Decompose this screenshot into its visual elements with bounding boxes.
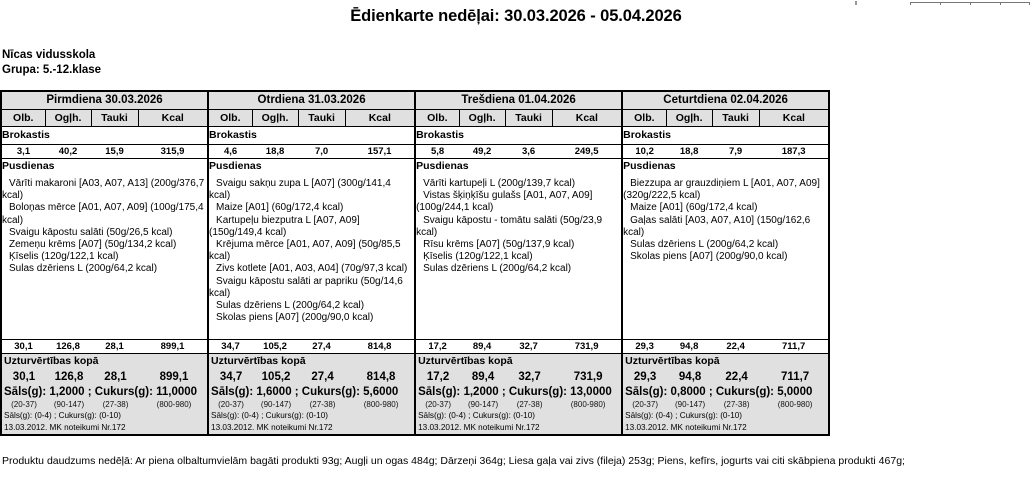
breakfast-label-0: Brokastis: [1, 127, 208, 145]
breakfast-value-1-3: 157,1: [345, 145, 415, 159]
lunch-label-0: Pusdienas: [2, 160, 55, 172]
lunch-value-3-0: 29,3: [622, 340, 666, 354]
lunch-value-2-3: 731,9: [552, 340, 622, 354]
breakfast-value-3-3: 187,3: [759, 145, 829, 159]
breakfast-value-0-3: 315,9: [138, 145, 208, 159]
lunch-value-0-3: 899,1: [138, 340, 208, 354]
dish-item: Zemeņu krēms [A07] (50g/134,2 kcal): [9, 239, 177, 251]
lunch-values-row: [1, 340, 829, 354]
lunch-value-0-2: 28,1: [91, 340, 138, 354]
lunch-value-0-1: 126,8: [45, 340, 91, 354]
nutrient-header-0-1: Ogļh.: [45, 110, 91, 127]
dish-list-0: [2, 178, 207, 276]
breakfast-value-1-1: 18,8: [252, 145, 298, 159]
salt-sugar-0: Sāls(g): 1,2000 ; Cukurs(g): 11,0000: [4, 386, 198, 398]
breakfast-value-1-0: 4,6: [208, 145, 252, 159]
school-name: Nīcas vidusskola: [2, 49, 96, 61]
totals-grid-0: [2, 369, 209, 385]
range-value-0: (20-37): [11, 400, 37, 409]
dish-item: Svaigu sakņu zupa L [A07] (300g/141,4 kcal): [209, 178, 391, 202]
total-value-1-0: 34,7: [219, 371, 243, 383]
dish-item: Gaļas salāti [A03, A07, A10] (150g/162,6 kcal): [623, 214, 811, 238]
range-row-2: [416, 399, 623, 410]
breakfast-label-3: Brokastis: [622, 127, 829, 145]
breakfast-value-1-2: 7,0: [298, 145, 345, 159]
lunch-value-2-0: 17,2: [415, 340, 459, 354]
dish-item: Svaigu kāpostu - tomātu salāti (50g/23,9 kcal): [416, 214, 603, 238]
nutrient-header-2-1: Ogļh.: [459, 110, 505, 127]
nutrient-header-0-3: Kcal: [138, 110, 208, 127]
dish-item: Vārīti kartupeļi L (200g/139,7 kcal): [423, 178, 576, 189]
lunch-value-2-2: 32,7: [505, 340, 552, 354]
range-row-0: [2, 399, 209, 410]
totals-cell-3: [622, 354, 829, 436]
dish-item: Krējuma mērce [A01, A07, A09] (50g/85,5 kcal): [209, 239, 401, 263]
total-value-2-3: 731,9: [573, 371, 603, 383]
dish-item: Skolas piens [A07] (200g/90,0 kcal): [216, 312, 374, 324]
dish-item: Ķīselis (120g/122,1 kcal): [423, 251, 533, 263]
lunch-value-0-0: 30,1: [1, 340, 45, 354]
lunch-value-1-2: 27,4: [298, 340, 345, 354]
totals-title-1: Uzturvērtības kopā: [211, 355, 306, 367]
salt-sugar-1: Sāls(g): 1,6000 ; Cukurs(g): 5,6000: [211, 386, 399, 398]
total-value-0-3: 899,1: [159, 371, 189, 383]
day-header-2: Trešdiena 01.04.2026: [415, 91, 622, 110]
nutrient-header-3-2: Tauki: [712, 110, 759, 127]
range-value-2: (27-38): [309, 400, 336, 409]
total-value-3-2: 22,4: [725, 371, 748, 383]
nutrient-header-1-3: Kcal: [345, 110, 415, 127]
nutrient-header-3-0: Olb.: [622, 110, 666, 127]
dish-item: Svaigu kāpostu salāti ar papriku (50g/14,6 kcal): [209, 275, 403, 299]
lunch-value-2-1: 89,4: [459, 340, 505, 354]
dish-item: Zivs kotlete [A01, A03, A04] (70g/97,3 kcal): [216, 263, 408, 275]
dish-item: Vistas šķiņķīšu gulašs [A01, A07, A09] (100g/244,1 kcal): [416, 190, 593, 214]
nutrient-header-0-2: Tauki: [91, 110, 138, 127]
totals-title-0: Uzturvērtības kopā: [4, 355, 99, 367]
top-artifact-dot: [855, 1, 857, 5]
nutrient-header-1-2: Tauki: [298, 110, 345, 127]
lunch-value-1-3: 814,8: [345, 340, 415, 354]
range-value-3: (800-980): [156, 400, 192, 409]
range-grid-0: [2, 399, 209, 410]
nutrient-header-3-3: Kcal: [759, 110, 829, 127]
total-value-0-1: 126,8: [54, 371, 84, 383]
nutrient-header-2-2: Tauki: [505, 110, 552, 127]
dish-list-2: [416, 178, 621, 276]
breakfast-value-2-2: 3,6: [505, 145, 552, 159]
dish-item: Maize [A01] (60g/172,4 kcal): [216, 202, 344, 214]
school-info: [0, 26, 1032, 78]
lunch-value-1-1: 105,2: [252, 340, 298, 354]
range-value-3: (800-980): [363, 400, 399, 409]
total-value-2-2: 32,7: [518, 371, 541, 383]
total-value-2-1: 89,4: [471, 371, 495, 383]
lunch-value-3-2: 22,4: [712, 340, 759, 354]
total-value-1-3: 814,8: [366, 371, 396, 383]
limits-line-1: Sāls(g): (0-4) ; Cukurs(g): (0-10): [211, 411, 328, 420]
dish-item: Maize [A01] (60g/172,4 kcal): [630, 202, 758, 214]
breakfast-value-2-3: 249,5: [552, 145, 622, 159]
range-value-2: (27-38): [516, 400, 543, 409]
lunch-label-1: Pusdienas: [209, 160, 262, 172]
totals-values-row-2: [416, 369, 623, 385]
total-value-0-2: 28,1: [104, 371, 127, 383]
day-header-0: Pirmdiena 30.03.2026: [1, 91, 208, 110]
total-value-1-1: 105,2: [261, 371, 291, 383]
dish-item: Kartupeļu biezputra L [A07, A09] (150g/149,4 kcal): [209, 214, 360, 238]
breakfast-value-2-0: 5,8: [415, 145, 459, 159]
breakfast-value-3-1: 18,8: [666, 145, 712, 159]
breakfast-value-3-2: 7,9: [712, 145, 759, 159]
total-value-1-2: 27,4: [311, 371, 334, 383]
dish-item: Sulas dzēriens L (200g/64,2 kcal): [630, 239, 779, 251]
range-value-0: (20-37): [425, 400, 451, 409]
lunch-label-2: Pusdienas: [416, 160, 469, 172]
breakfast-value-0-1: 40,2: [45, 145, 91, 159]
dish-item: Sulas dzēriens L (200g/64,2 kcal): [423, 263, 572, 275]
total-value-3-1: 94,8: [678, 371, 702, 383]
dish-item: Svaigu kāpostu salāti (50g/26,5 kcal): [9, 226, 173, 238]
lunch-value-1-0: 34,7: [208, 340, 252, 354]
total-value-2-0: 17,2: [426, 371, 450, 383]
breakfast-value-0-2: 15,9: [91, 145, 138, 159]
group-name: Grupa: 5.-12.klase: [2, 64, 102, 76]
breakfast-label-row: [1, 127, 829, 145]
breakfast-value-3-0: 10,2: [622, 145, 666, 159]
lunch-cell-2: [415, 159, 622, 340]
nutrient-header-1-1: Ogļh.: [252, 110, 298, 127]
breakfast-value-2-1: 49,2: [459, 145, 505, 159]
limits-line-0: Sāls(g): (0-4) ; Cukurs(g): (0-10): [4, 411, 121, 420]
lunch-value-3-3: 711,7: [759, 340, 829, 354]
lunch-cell-1: [208, 159, 415, 340]
lunch-dishes-row: [1, 159, 829, 340]
regulation-line-2: 13.03.2012. MK noteikumi Nr.172: [418, 423, 540, 432]
totals-grid-1: [209, 369, 416, 385]
range-value-1: (90-147): [53, 400, 85, 409]
range-value-1: (90-147): [674, 400, 706, 409]
range-value-3: (800-980): [777, 400, 813, 409]
dish-item: Boloņas mērce [A01, A07, A09] (100g/175,4 kcal): [2, 202, 204, 226]
range-row-1: [209, 399, 416, 410]
dish-item: Vārīti makaroni [A03, A07, A13] (200g/376,7 kcal): [2, 178, 205, 202]
day-header-3: Ceturtdiena 02.04.2026: [622, 91, 829, 110]
day-header-row: [1, 91, 829, 110]
dish-item: Sulas dzēriens L (200g/64,2 kcal): [9, 263, 158, 275]
nutrient-header-1-0: Olb.: [208, 110, 252, 127]
totals-grid-3: [623, 369, 830, 385]
page-title: Ēdienkarte nedēļai: 30.03.2026 - 05.04.2026: [350, 7, 682, 25]
total-value-3-3: 711,7: [781, 371, 810, 383]
totals-cell-2: [415, 354, 622, 436]
totals-cell-1: [208, 354, 415, 436]
regulation-line-3: 13.03.2012. MK noteikumi Nr.172: [625, 423, 747, 432]
range-row-3: [623, 399, 830, 410]
limits-line-3: Sāls(g): (0-4) ; Cukurs(g): (0-10): [625, 411, 743, 420]
range-value-2: (27-38): [723, 400, 750, 409]
range-value-3: (800-980): [570, 400, 606, 409]
regulation-line-1: 13.03.2012. MK noteikumi Nr.172: [211, 423, 333, 432]
nutrient-header-0-0: Olb.: [1, 110, 45, 127]
totals-title-3: Uzturvērtības kopā: [625, 355, 720, 367]
total-value-0-0: 30,1: [12, 371, 36, 383]
breakfast-value-0-0: 3,1: [1, 145, 45, 159]
breakfast-label-2: Brokastis: [415, 127, 622, 145]
totals-row: [1, 354, 829, 436]
dish-list-1: [209, 178, 414, 324]
total-value-3-0: 29,3: [633, 371, 657, 383]
range-grid-3: [623, 399, 830, 410]
range-grid-2: [416, 399, 623, 410]
weekly-product-summary: Produktu daudzums nedēļā: Ar piena olbaltumvielām bagāti produkti 93g; Augļi un ogas 484g; Dārzeņi 364g; Liesa gaļa vai zivs (fileja) 253g; Piens, kefīrs, jogurts vai citi skābpiena produkti 467g;: [2, 455, 905, 467]
range-value-1: (90-147): [467, 400, 499, 409]
range-value-0: (20-37): [218, 400, 244, 409]
dish-item: Sulas dzēriens L (200g/64,2 kcal): [216, 300, 365, 312]
top-ruler-artifact: [910, 2, 1030, 5]
totals-grid-2: [416, 369, 623, 385]
lunch-value-3-1: 94,8: [666, 340, 712, 354]
lunch-cell-0: [1, 159, 208, 340]
nutrient-header-2-0: Olb.: [415, 110, 459, 127]
breakfast-label-1: Brokastis: [208, 127, 415, 145]
nutrient-header-row: [1, 110, 829, 127]
range-value-1: (90-147): [260, 400, 292, 409]
dish-item: Rīsu krēms [A07] (50g/137,9 kcal): [423, 239, 575, 251]
lunch-label-3: Pusdienas: [623, 160, 676, 172]
weekly-menu-table: [0, 90, 830, 436]
salt-sugar-3: Sāls(g): 0,8000 ; Cukurs(g): 5,0000: [625, 386, 813, 398]
nutrient-header-3-1: Ogļh.: [666, 110, 712, 127]
range-grid-1: [209, 399, 416, 410]
limits-line-2: Sāls(g): (0-4) ; Cukurs(g): (0-10): [418, 411, 536, 420]
salt-sugar-2: Sāls(g): 1,2000 ; Cukurs(g): 13,0000: [418, 386, 612, 398]
totals-cell-0: [1, 354, 208, 436]
lunch-cell-3: [622, 159, 829, 340]
totals-values-row-1: [209, 369, 416, 385]
dish-item: Ķīselis (120g/122,1 kcal): [9, 251, 119, 263]
range-value-2: (27-38): [102, 400, 129, 409]
totals-title-2: Uzturvērtības kopā: [418, 355, 513, 367]
dish-item: Skolas piens [A07] (200g/90,0 kcal): [630, 251, 788, 263]
totals-values-row-0: [2, 369, 209, 385]
breakfast-values-row: [1, 145, 829, 159]
regulation-line-0: 13.03.2012. MK noteikumi Nr.172: [4, 423, 126, 432]
day-header-1: Otrdiena 31.03.2026: [208, 91, 415, 110]
nutrient-header-2-3: Kcal: [552, 110, 622, 127]
dish-list-3: [623, 178, 828, 263]
dish-item: Biezzupa ar grauzdiņiem L [A01, A07, A09] (320g/222,5 kcal): [623, 178, 820, 202]
range-value-0: (20-37): [632, 400, 658, 409]
totals-values-row-3: [623, 369, 830, 385]
